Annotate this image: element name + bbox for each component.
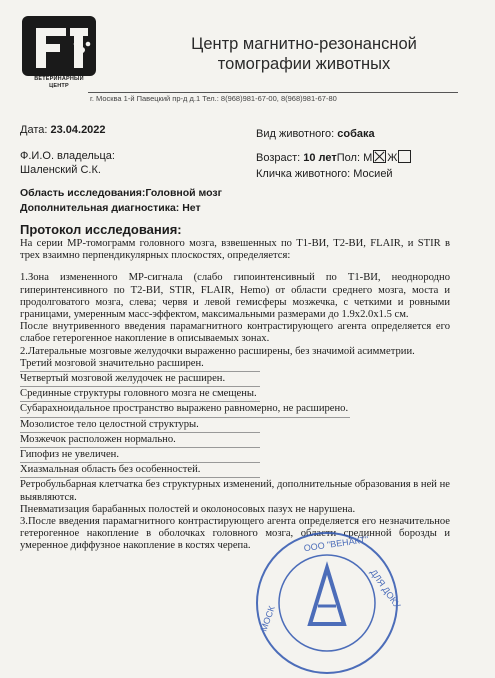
- age-value: 10 лет: [303, 152, 337, 164]
- extra-diag-value: Нет: [182, 202, 201, 214]
- finding-retrobulbar: Ретробульбарная клетчатка без структурных изменений, дополнительные образования в ней не выявляются.: [20, 479, 450, 503]
- extra-diag-label: Дополнительная диагностика:: [20, 202, 183, 214]
- animal-value: собака: [337, 128, 375, 140]
- finding-1: 1.Зона измененного МР-сигнала (слабо гипоинтенсивный по Т1-ВИ, неоднородно гиперинтенсивного по Т2-ВИ, STIR, FLAIR, Hemo) от области среднего мозга, моста и продолговатого мозга, слева; червя и левой гемисферы мозжечка, с четкими и ровными границами, умеренным масс-эффектом, максимальными размерами до 1.9х2.0х1.5 см.: [20, 272, 450, 321]
- protocol-body: [20, 238, 450, 553]
- animal-label: Вид животного:: [256, 128, 338, 140]
- finding-line: Мозжечок расположен нормально.: [20, 434, 260, 448]
- age-sex-row: [256, 150, 412, 164]
- owner-value: Шаленский С.К.: [20, 164, 101, 176]
- finding-pneumatization: Пневматизация барабанных полостей и околоносовых пазух не нарушена.: [20, 503, 356, 515]
- stamp-text-left: МОСК: [258, 604, 277, 633]
- stamp-text-side: ДЛЯ ДОКУ: [368, 567, 402, 611]
- area-value: Головной мозг: [145, 187, 223, 199]
- owner-label: Ф.И.О. владельца:: [20, 150, 115, 162]
- sex-m-checkbox: [373, 150, 386, 163]
- finding-line: Мозолистое тело целостной структуры.: [20, 419, 260, 433]
- sex-f-checkbox: [398, 150, 411, 163]
- nickname-value: Мосией: [353, 168, 393, 180]
- finding-2: 2.Латеральные мозговые желудочки выраженно расширены, без значимой асимметрии.: [20, 345, 415, 357]
- center-name-line2: томографии животных: [217, 55, 391, 73]
- sex-label: Пол:: [336, 152, 364, 164]
- finding-line: Срединные структуры головного мозга не смещены.: [20, 388, 260, 402]
- header-divider: [88, 92, 458, 93]
- extra-diag-row: [20, 202, 201, 214]
- finding-line: Хиазмальная область без особенностей.: [20, 464, 260, 478]
- area-row: [20, 187, 222, 199]
- company-stamp: [252, 528, 402, 678]
- nickname-label: Кличка животного:: [256, 168, 354, 180]
- nickname-row: [256, 168, 393, 180]
- center-name-line1: Центр магнитно-резонансной: [191, 35, 417, 53]
- address-line: г. Москва 1-й Павецкий пр-д д.1 Тел.: 8(968)981-67-00, 8(968)981-67-80: [90, 94, 337, 103]
- finding-3: 3.После введения парамагнитного контрастирующего агента определяется его незначительное гетерогенное накопление в оболочках головного мозга, области срединной борозды и умеренное диффузное накопление в костях черепа.: [20, 516, 450, 552]
- date-label: Дата:: [20, 124, 51, 136]
- protocol-intro: На серии МР-томограмм головного мозга, взвешенных по Т1-ВИ, Т2-ВИ, FLAIR, и STIR в трех взаимно перпендикулярных плоскостях, определяется:: [20, 238, 450, 262]
- animal-row: [256, 128, 375, 140]
- sex-m-label: М: [363, 152, 373, 164]
- finding-line: Гипофиз не увеличен.: [20, 449, 260, 463]
- date-row: [20, 124, 106, 136]
- finding-line: Четвертый мозговой желудочек не расширен.: [20, 373, 260, 387]
- date-value: 23.04.2022: [50, 124, 106, 136]
- logo-caption: ВЕТЕРИНАРНЫЙ ЦЕНТР: [34, 76, 84, 89]
- finding-line: Третий мозговой значительно расширен.: [20, 358, 260, 372]
- area-label: Область исследования:: [20, 187, 146, 199]
- finding-line: Субарахноидальное пространство выражено равномерно, не расширено.: [20, 403, 350, 417]
- age-label: Возраст:: [256, 152, 304, 164]
- finding-1-contrast: После внутривенного введения парамагнитного контрастирующего агента определяется его слабое гетерогенное накопление в описываемых зонах.: [20, 321, 450, 345]
- stamp-text-top: ООО "ВЕНАКТ": [303, 534, 370, 554]
- sex-f-label: Ж: [387, 152, 398, 164]
- center-name: [124, 34, 484, 74]
- protocol-title: Протокол исследования:: [20, 222, 182, 237]
